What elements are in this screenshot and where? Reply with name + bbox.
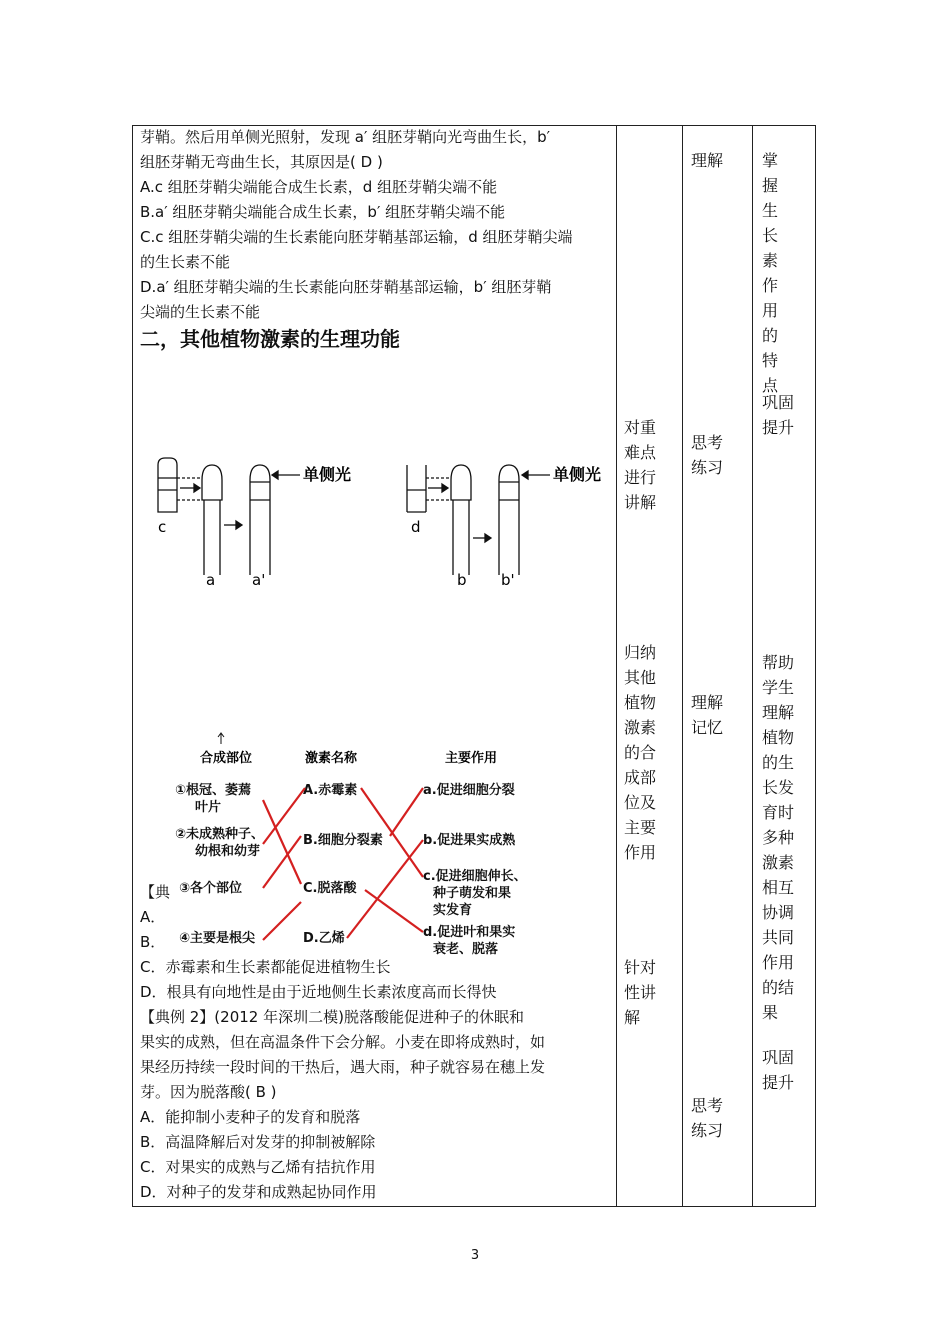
column-divider-3 — [752, 125, 753, 1206]
effect-c-line-2: 种子萌发和果 — [433, 886, 512, 901]
col2-targeted: 针对 性讲 解 — [624, 958, 657, 1027]
col3-think-practice-1: 思考 练习 — [691, 433, 724, 477]
light-label-right: 单侧光 — [553, 465, 602, 484]
ex2-line-4: 芽。因为脱落酸( B ) — [140, 1083, 277, 1101]
site-3: ③各个部位 — [179, 881, 243, 896]
hormone-b: B.细胞分裂素 — [303, 833, 383, 848]
example1-option-d: D．根具有向地性是由于近地侧生长素浓度高而长得快 — [140, 983, 497, 1001]
col4-consolidate-1: 巩固 提升 — [762, 393, 795, 437]
hormone-d: D.乙烯 — [303, 931, 345, 946]
q1-option-a: A.c 组胚芽鞘尖端能合成生长素，d 组胚芽鞘尖端不能 — [140, 178, 498, 196]
label-b: b — [457, 571, 467, 589]
section-title: 二，其他植物激素的生理功能 — [140, 327, 400, 351]
ex2-line-3: 果经历持续一段时间的干热后，遇大雨，种子就容易在穗上发 — [140, 1058, 546, 1076]
example1-option-a: A． — [140, 908, 166, 926]
column-divider-2 — [682, 125, 683, 1206]
site-2-line-1: ②未成熟种子、 — [175, 827, 265, 842]
coleoptile-figure — [150, 450, 610, 600]
label-a-prime: a' — [252, 571, 266, 589]
col4-help-students: 帮助 学生 理解 植物 的生 长发 育时 多种 激素 相互 协调 共同 作用 的结 果 — [762, 653, 795, 1022]
site-1-line-2: 叶片 — [195, 800, 222, 815]
col3-think-practice-2: 思考 练习 — [691, 1096, 724, 1140]
hormone-matching-figure — [165, 732, 545, 964]
q1-option-b: B.a′ 组胚芽鞘尖端能合成生长素，b′ 组胚芽鞘尖端不能 — [140, 203, 506, 221]
header-hormone: 激素名称 — [305, 751, 358, 766]
col4-master: 掌 握 生 长 素 作 用 的 特 点 — [762, 151, 779, 395]
example1-option-b: B． — [140, 933, 166, 951]
label-b-prime: b' — [501, 571, 515, 589]
q1-option-d-cont: 尖端的生长素不能 — [140, 303, 261, 321]
ex2-option-c: C．对果实的成熟与乙烯有拮抗作用 — [140, 1158, 376, 1176]
label-a: a — [206, 571, 216, 589]
header-effect: 主要作用 — [445, 751, 498, 766]
site-2-line-2: 幼根和幼芽 — [195, 844, 261, 859]
effect-c-line-1: c.促进细胞伸长、 — [423, 869, 527, 884]
effect-c-line-3: 实发育 — [433, 903, 473, 918]
site-1-line-1: ①根冠、萎蔫 — [175, 783, 252, 798]
hormone-c: C.脱落酸 — [303, 881, 357, 896]
q1-line-2: 组胚芽鞘无弯曲生长，其原因是( D ) — [140, 153, 383, 171]
col4-consolidate-2: 巩固 提升 — [762, 1048, 795, 1092]
q1-line-1: 芽鞘。然后用单侧光照射，发现 a′ 组胚芽鞘向光弯曲生长，b′ — [140, 128, 551, 146]
q1-option-c: C.c 组胚芽鞘尖端的生长素能向胚芽鞘基部运输，d 组胚芽鞘尖端 — [140, 228, 573, 246]
ex2-option-b: B．高温降解后对发芽的抑制被解除 — [140, 1133, 376, 1151]
col2-summary: 归纳 其他 植物 激素 的合 成部 位及 主要 作用 — [624, 643, 657, 862]
example1-option-c: C．赤霉素和生长素都能促进植物生长 — [140, 958, 391, 976]
header-site: 合成部位 — [200, 751, 253, 766]
col3-understand: 理解 — [691, 151, 724, 170]
hormone-a: A.赤霉素 — [303, 783, 358, 798]
column-divider-1 — [616, 125, 617, 1206]
ex2-option-a: A．能抑制小麦种子的发育和脱落 — [140, 1108, 361, 1126]
ex2-line-1: 【典例 2】(2012 年深圳二模)脱落酸能促进种子的休眠和 — [140, 1008, 524, 1026]
effect-d-line-1: d.促进叶和果实 — [423, 925, 516, 940]
q1-option-d: D.a′ 组胚芽鞘尖端的生长素能向胚芽鞘基部运输，b′ 组胚芽鞘 — [140, 278, 552, 296]
label-d: d — [411, 518, 421, 536]
ex2-line-2: 果实的成熟，但在高温条件下会分解。小麦在即将成熟时，如 — [140, 1033, 546, 1051]
effect-a: a.促进细胞分裂 — [423, 783, 515, 798]
col2-key-points: 对重 难点 进行 讲解 — [624, 418, 657, 512]
label-c: c — [158, 518, 167, 536]
ex2-option-d: D．对种子的发芽和成熟起协同作用 — [140, 1183, 377, 1201]
site-4: ④主要是根尖 — [179, 931, 256, 946]
q1-option-c-cont: 的生长素不能 — [140, 253, 231, 271]
page-number: 3 — [470, 1248, 480, 1263]
effect-d-line-2: 衰老、脱落 — [433, 942, 499, 957]
effect-b: b.促进果实成熟 — [423, 833, 516, 848]
col3-memorize: 理解 记忆 — [691, 693, 724, 737]
example1-head: 【典 — [140, 883, 171, 901]
light-label-left: 单侧光 — [303, 465, 352, 484]
